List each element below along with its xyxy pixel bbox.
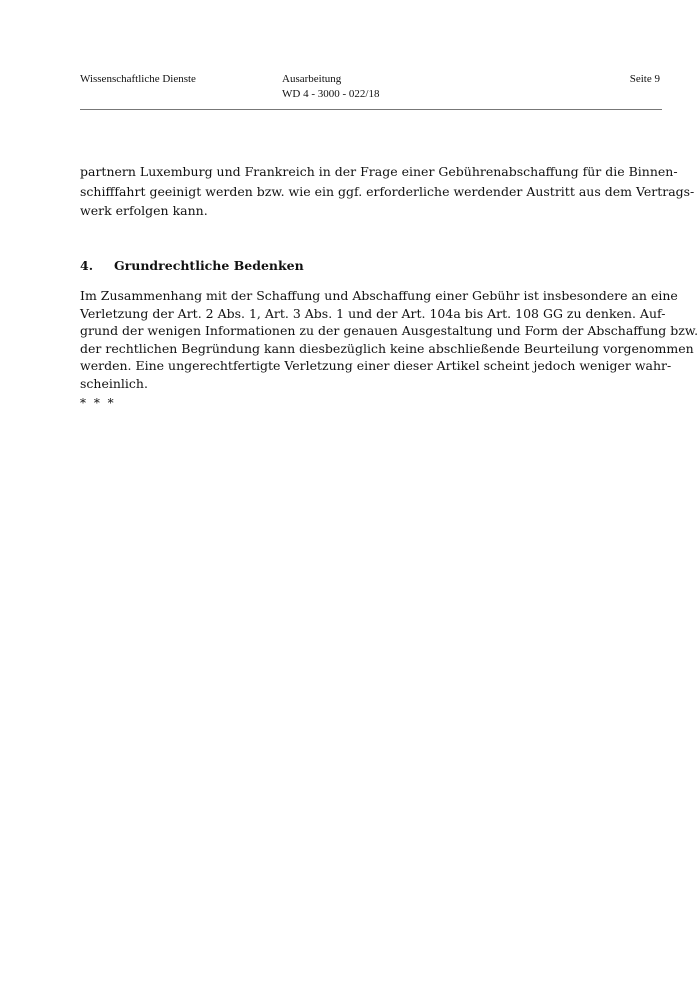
paragraph-line: Verletzung der Art. 2 Abs. 1, Art. 3 Abs. 1 und der Art. 104a bis Art. 108 GG zu denken. Auf- xyxy=(80,305,666,321)
header-department: Wissenschaftliche Dienste xyxy=(80,73,196,85)
header-document-type: Ausarbeitung xyxy=(282,73,342,85)
paragraph-text xyxy=(80,287,699,392)
paragraph-line: der rechtlichen Begründung kann diesbezüglich keine abschließende Beurteilung vorgenommen xyxy=(80,340,694,356)
end-marker: * * * xyxy=(80,396,116,410)
section-heading xyxy=(80,256,648,275)
section-title: Grundrechtliche Bedenken xyxy=(114,258,304,273)
paragraph-text xyxy=(80,162,695,221)
section-number: 4. xyxy=(80,258,94,273)
header-page-number: Seite 9 xyxy=(629,73,660,85)
paragraph-line: schifffahrt geeinigt werden bzw. wie ein ggf. erforderliche werdender Austritt aus dem Vertrags- xyxy=(80,183,695,199)
paragraph-line: werk erfolgen kann. xyxy=(80,203,208,218)
paragraph-line: Im Zusammenhang mit der Schaffung und Abschaffung einer Gebühr ist insbesondere an eine xyxy=(80,288,678,303)
page-header xyxy=(80,70,662,100)
paragraph-line: grund der wenigen Informationen zu der genauen Ausgestaltung und Form der Abschaffung bzw. xyxy=(80,323,699,338)
header-document-info xyxy=(282,72,379,102)
continuation-paragraph xyxy=(80,162,695,221)
paragraph-line: werden. Eine ungerechtfertigte Verletzung einer dieser Artikel scheint jedoch weniger wahr- xyxy=(80,358,672,373)
section-body xyxy=(80,287,699,392)
paragraph-line: partnern Luxemburg und Frankreich in der Frage einer Gebührenabschaffung für die Binnen- xyxy=(80,164,678,179)
header-document-reference: WD 4 - 3000 - 022/18 xyxy=(282,88,380,100)
header-divider xyxy=(80,109,662,110)
paragraph-line: scheinlich. xyxy=(80,375,148,391)
